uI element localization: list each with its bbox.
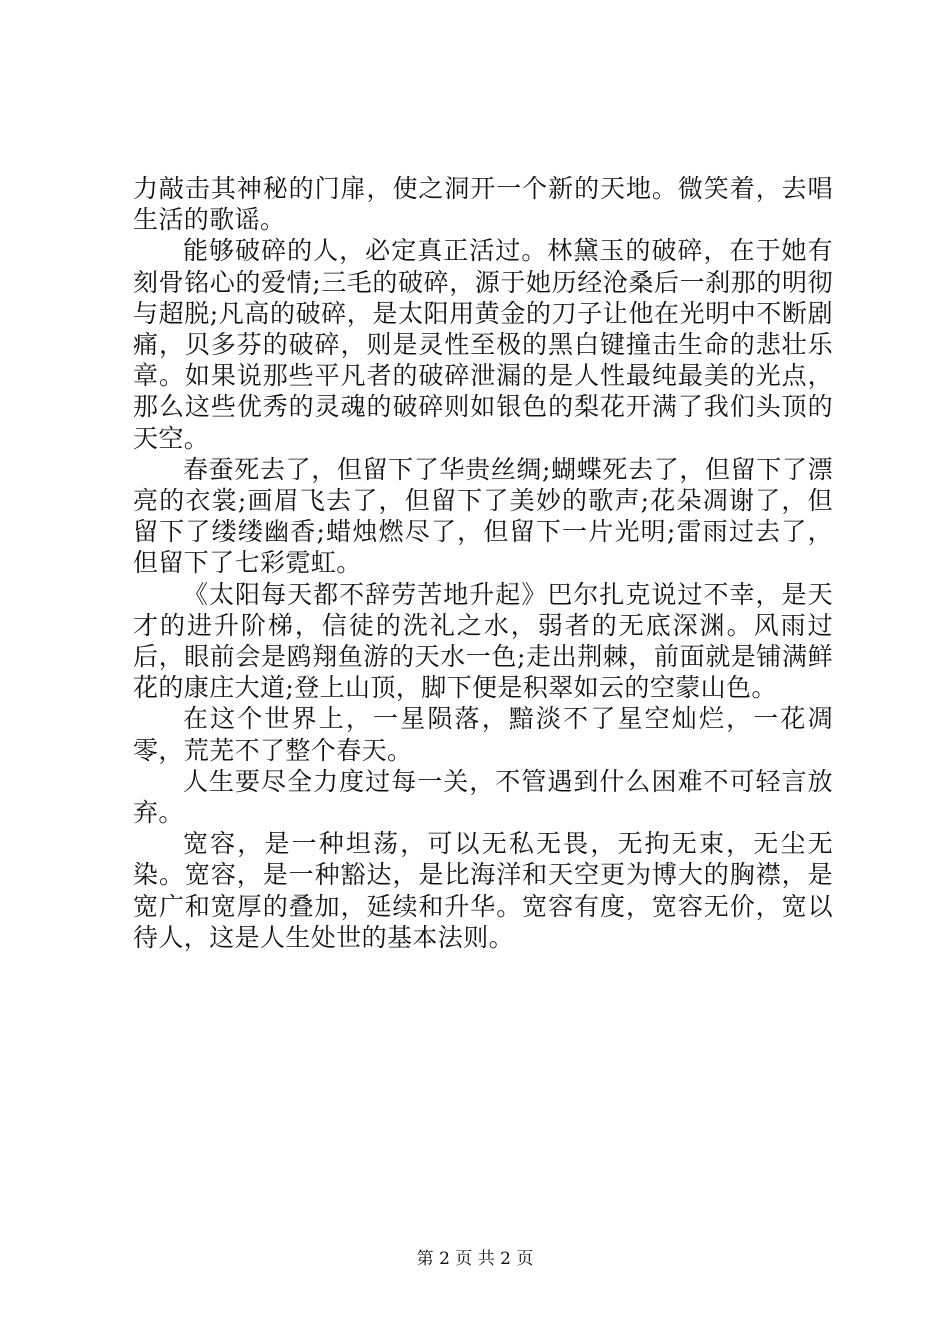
paragraph-2: 能够破碎的人，必定真正活过。林黛玉的破碎，在于她有刻骨铭心的爱情;三毛的破碎，源于她历经沧桑后一刹那的明彻与超脱;凡高的破碎，是太阳用黄金的刀子让他在光明中不断剧痛，贝多芬的破碎，则是灵性至极的黑白键撞击生命的悲壮乐章。如果说那些平凡者的破碎泄漏的是人性最纯最美的光点，那么这些优秀的灵魂的破碎则如银色的梨花开满了我们头顶的天空。 [133, 236, 833, 453]
paragraph-1: 力敲击其神秘的门扉，使之洞开一个新的天地。微笑着，去唱生活的歌谣。 [133, 174, 833, 235]
paragraph-4: 《太阳每天都不辞劳苦地升起》巴尔扎克说过不幸，是天才的进升阶梯，信徒的洗礼之水，弱者的无底深渊。风雨过后，眼前会是鸥翔鱼游的天水一色;走出荆棘，前面就是铺满鲜花的康庄大道;登上山顶，脚下便是积翠如云的空蒙山色。 [133, 579, 833, 703]
paragraph-5: 在这个世界上，一星陨落，黯淡不了星空灿烂，一花凋零，荒芜不了整个春天。 [133, 704, 833, 765]
paragraph-7: 宽容，是一种坦荡，可以无私无畏，无拘无束，无尘无染。宽容，是一种豁达，是比海洋和天空更为博大的胸襟，是宽广和宽厚的叠加，延续和升华。宽容有度，宽容无价，宽以待人，这是人生处世的基本法则。 [133, 829, 833, 952]
page-footer: 第 2 页 共 2 页 [416, 1249, 534, 1269]
paragraph-6: 人生要尽全力度过每一关，不管遇到什么困难不可轻言放弃。 [133, 766, 833, 828]
paragraph-3: 春蚕死去了，但留下了华贵丝绸;蝴蝶死去了，但留下了漂亮的衣裳;画眉飞去了，但留下了美妙的歌声;花朵凋谢了，但留下了缕缕幽香;蜡烛燃尽了，但留下一片光明;雷雨过去了，但留下了七彩霓虹。 [133, 454, 833, 578]
document-body [133, 173, 833, 953]
